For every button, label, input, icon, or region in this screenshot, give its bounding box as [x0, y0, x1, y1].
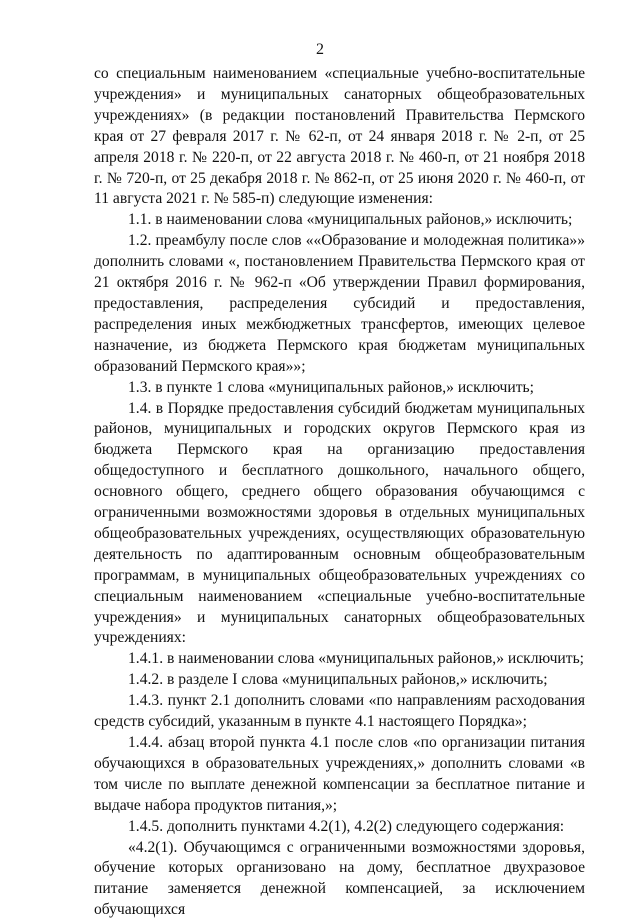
paragraph-item-1-3: 1.3. в пункте 1 слова «муниципальных районов,» исключить;	[128, 378, 534, 396]
page-number: 2	[316, 41, 324, 58]
document-body	[94, 64, 585, 921]
paragraph-item-1-4-1: 1.4.1. в наименовании слова «муниципальных районов,» исключить;	[128, 650, 585, 668]
paragraph-item-1-4-4: 1.4.4. абзац второй пункта 4.1 после слов «по организации питания обучающихся в образовательных учреждениях,» дополнить словами «в том числе по выплате денежной компенсации за бесплатное питание и выдаче набора продуктов питания,»;	[94, 734, 585, 814]
paragraph-item-1-4-5: 1.4.5. дополнить пунктами 4.2(1), 4.2(2) следующего содержания:	[128, 817, 565, 835]
paragraph-item-1-2: 1.2. преамбулу после слов ««Образование и молодежная политика»» дополнить словами «, постановлением Правительства Пермского края от 21 октября 2016 г. № 962-п «Об утверждении Правил формирования, предоставления, распределения субсидий и предоставления, распределения иных межбюджетных трансфертов, имеющих целевое назначение, из бюджета Пермского края бюджетам муниципальных образований Пермского края»»;	[94, 232, 585, 375]
paragraph-intro: со специальным наименованием «специальные учебно-воспитательные учреждения» и муниципальных санаторных общеобразовательных учреждениях» (в редакции постановлений Правительства Пермского края от 27 февраля 2017 г. № 62-п, от 24 января 2018 г. № 2-п, от 25 апреля 2018 г. № 220-п, от 22 августа 2018 г. № 460-п, от 21 ноября 2018 г. № 720-п, от 25 декабря 2018 г. № 862-п, от 25 июня 2020 г. № 460-п, от 11 августа 2021 г. № 585-п) следующие изменения:	[94, 65, 585, 208]
paragraph-item-1-4: 1.4. в Порядке предоставления субсидий бюджетам муниципальных районов, муниципальных и городских округов Пермского края из бюджета Пермского края на организацию предоставления общедоступного и бесплатного дошкольного, начального общего, основного общего, среднего общего образования обучающимся с ограниченными возможностями здоровья в отдельных муниципальных общеобразовательных учреждениях, осуществляющих образовательную деятельность по адаптированным основным общеобразовательным программам, в муниципальных общеобразовательных учреждениях со специальным наименованием «специальные учебно-воспитательные учреждения» и муниципальных санаторных общеобразовательных учреждениях:	[94, 399, 585, 647]
paragraph-item-1-4-2: 1.4.2. в разделе I слова «муниципальных районов,» исключить;	[128, 671, 548, 689]
paragraph-item-1-1: 1.1. в наименовании слова «муниципальных районов,» исключить;	[128, 211, 573, 229]
paragraph-item-1-4-3: 1.4.3. пункт 2.1 дополнить словами «по направлениям расходования средств субсидий, указанным в пункте 4.1 настоящего Порядка»;	[94, 692, 585, 731]
paragraph-item-4-2-1: «4.2(1). Обучающимся с ограниченными возможностями здоровья, обучение которых организовано на дому, бесплатное двухразовое питание заменяется денежной компенсацией, за исключением обучающихся	[94, 838, 585, 919]
